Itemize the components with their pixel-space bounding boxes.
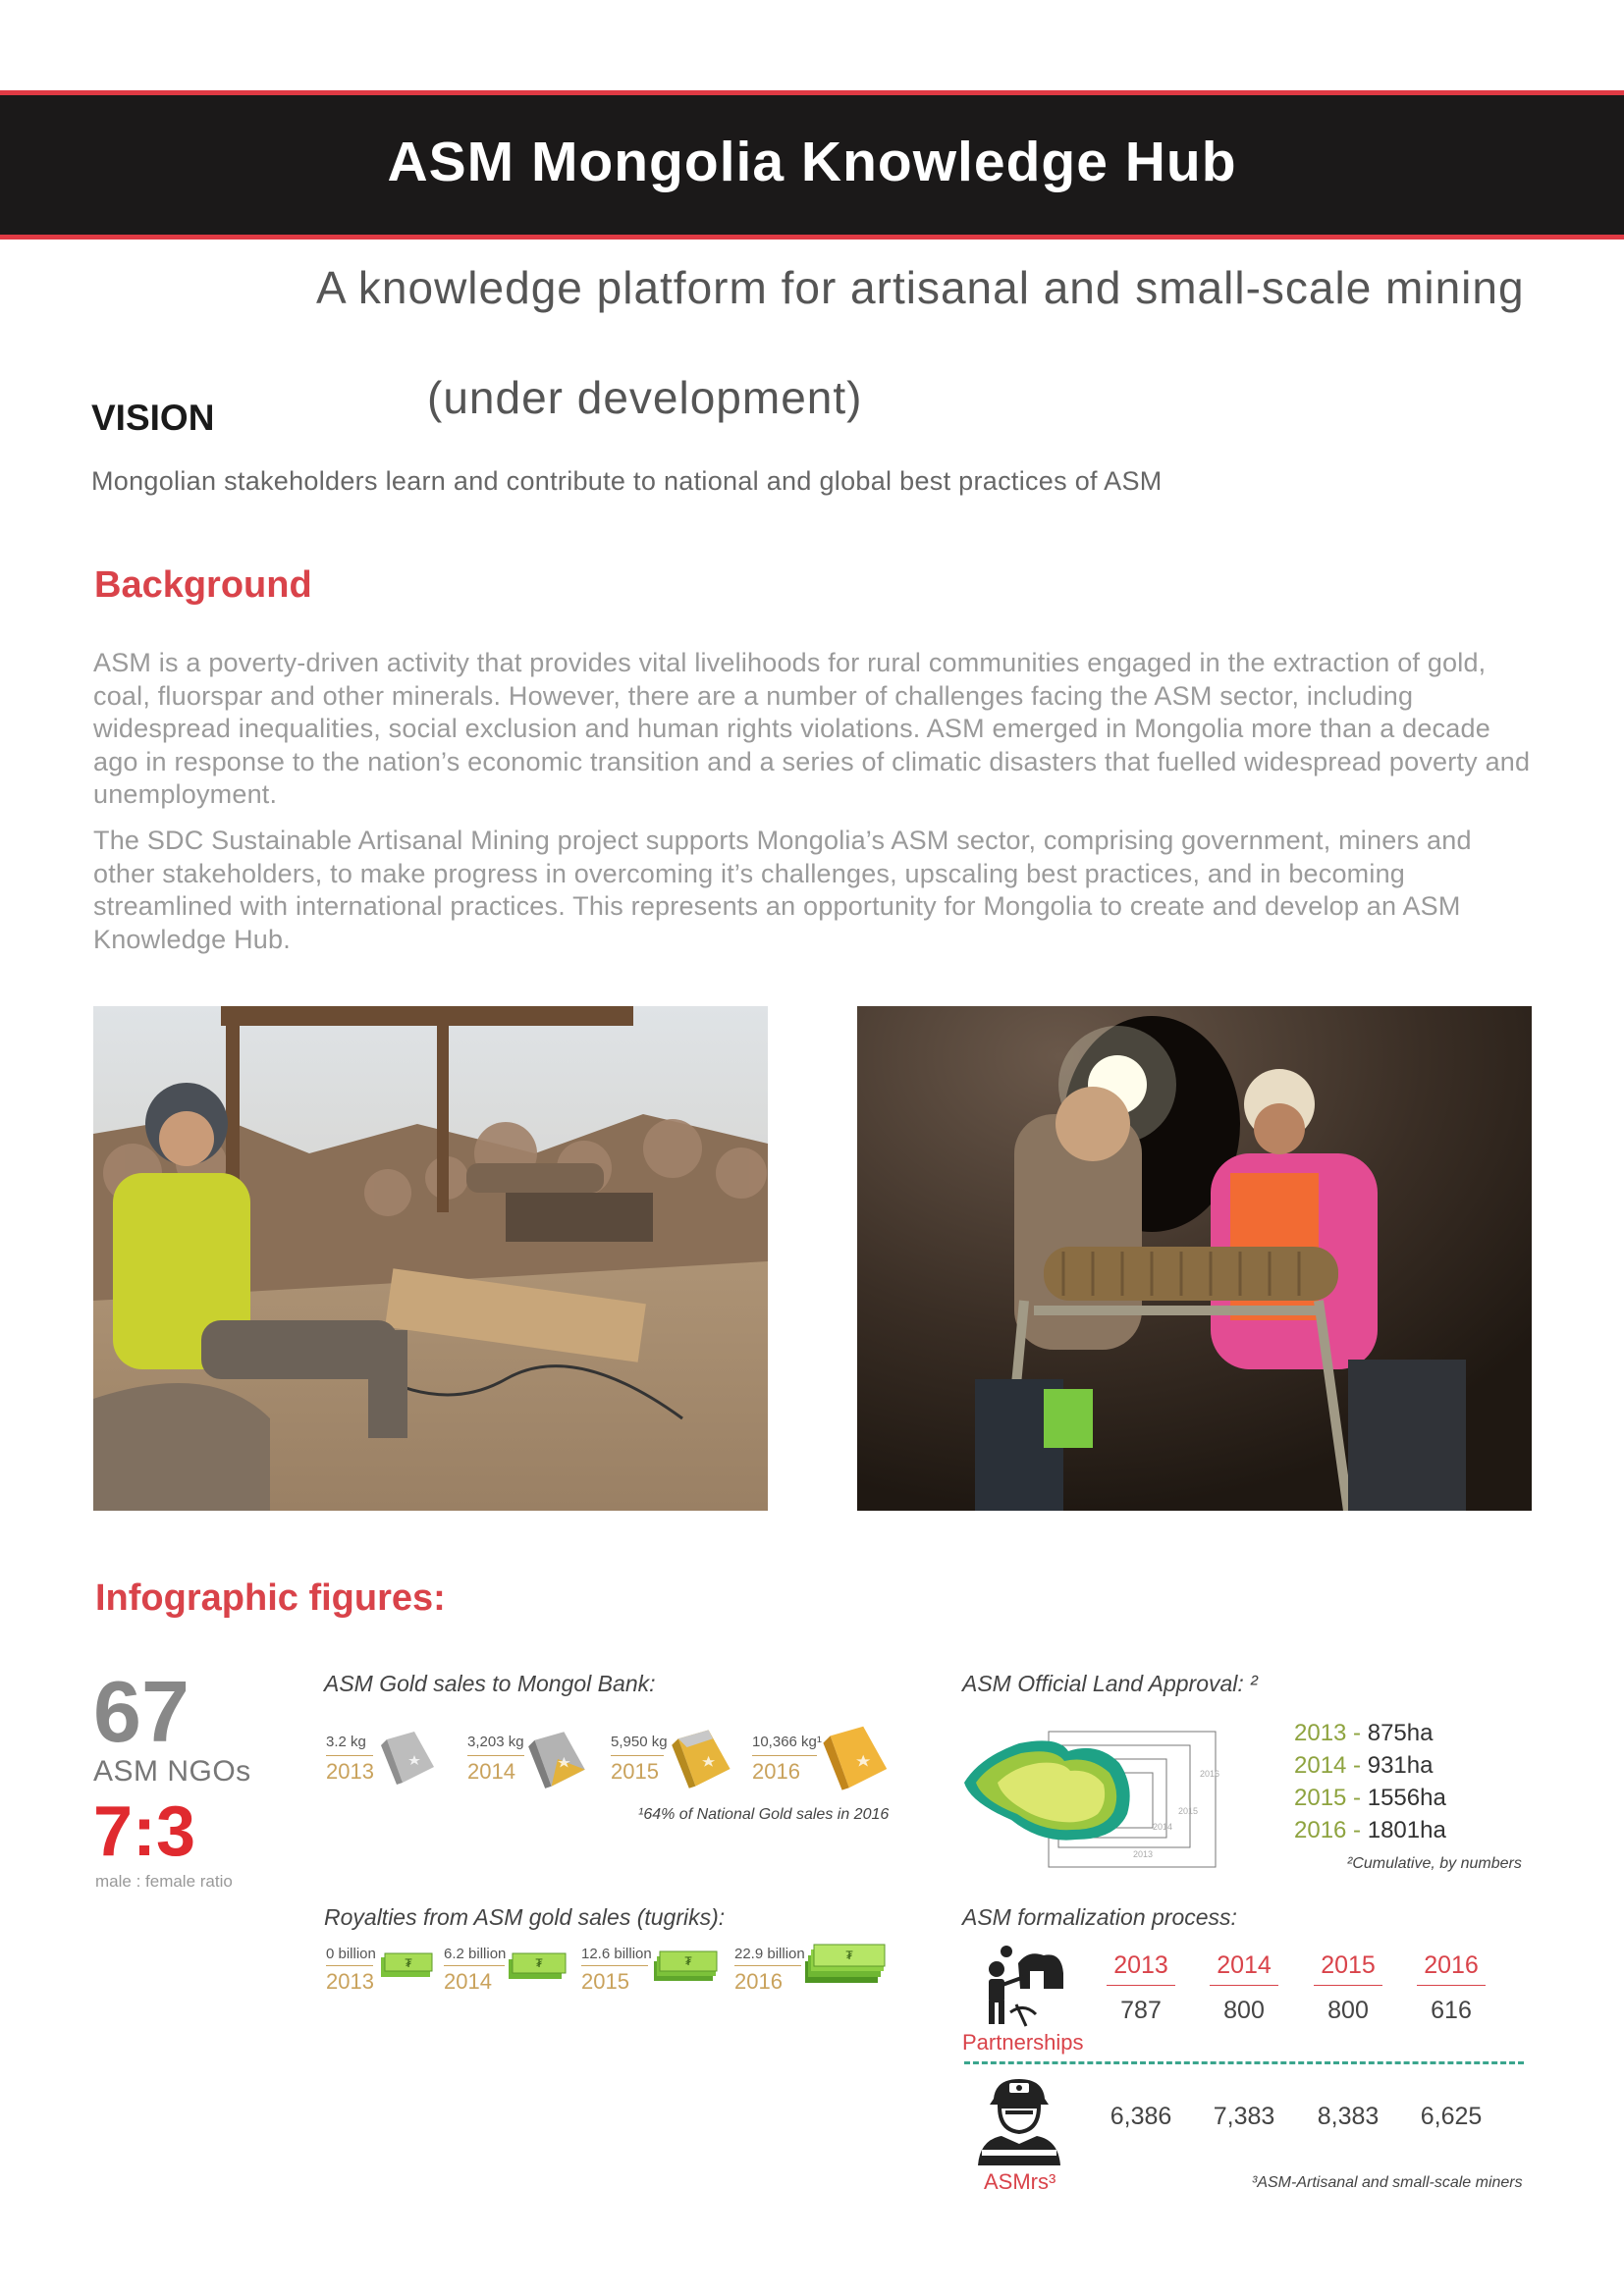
land-diagram-label: 2014 [1153, 1822, 1173, 1832]
ngo-label: ASM NGOs [93, 1755, 251, 1788]
asmrs-label: ASMrs³ [984, 2169, 1056, 2194]
land-row-2014 [1294, 1752, 1433, 1780]
gold-amount: 3,203 kg [467, 1734, 524, 1750]
year-underline [1314, 1985, 1382, 1986]
underline [326, 1965, 373, 1966]
land-value: 1556ha [1367, 1785, 1446, 1811]
royalties-title: Royalties from ASM gold sales (tugriks): [324, 1904, 726, 1930]
formalization-note: ³ASM-Artisanal and small-scale miners [1252, 2174, 1523, 2191]
land-approval-diagram [960, 1718, 1255, 1875]
year-underline [1107, 1985, 1175, 1986]
partnerships-label: Partnerships [962, 2030, 1084, 2055]
underline [611, 1755, 664, 1756]
background-paragraph-2: The SDC Sustainable Artisanal Mining project supports Mongolia’s ASM sector, comprising government, miners and other stakeholders, to make progress in overcoming it’s challenges, upscaling best practices, and in becoming streamlined with international practices. This represents an opportunity for Mongolia to create and develop an ASM Knowledge Hub. [93, 826, 1472, 954]
underline [467, 1755, 524, 1756]
land-year: 2013 - [1294, 1720, 1362, 1746]
gold-sales-row [324, 1728, 903, 1787]
photo-miners-in-tunnel [857, 1006, 1532, 1511]
underline [734, 1965, 801, 1966]
gold-amount: 3.2 kg [326, 1734, 366, 1750]
royalty-amount: 0 billion [326, 1946, 376, 1962]
gold-amount: 10,366 kg¹ [752, 1734, 822, 1750]
silver-bar-icon [379, 1728, 438, 1787]
royalty-year: 2013 [326, 1969, 374, 1994]
gold-sales-note: ¹64% of National Gold sales in 2016 [638, 1806, 890, 1823]
gold-year: 2013 [326, 1759, 374, 1784]
gold-year: 2016 [752, 1759, 800, 1784]
land-value: 931ha [1367, 1752, 1434, 1779]
land-row-2013 [1294, 1720, 1433, 1747]
underline [444, 1965, 505, 1966]
land-value: 875ha [1367, 1720, 1434, 1746]
land-value: 1801ha [1367, 1817, 1446, 1843]
formalization-year: 2015 [1321, 1951, 1376, 1979]
gold-bar-icon [670, 1726, 734, 1790]
gender-ratio-label: male : female ratio [95, 1872, 233, 1891]
gold-bar-icon [821, 1722, 892, 1792]
formalization-year: 2013 [1113, 1951, 1168, 1979]
asmrs-value: 8,383 [1317, 2103, 1380, 2130]
gold-sales-title: ASM Gold sales to Mongol Bank: [324, 1671, 656, 1696]
land-approval-title: ASM Official Land Approval: ² [962, 1671, 1258, 1696]
formalization-year: 2016 [1424, 1951, 1479, 1979]
miner-helmet-icon [970, 2075, 1068, 2165]
land-year: 2015 - [1294, 1785, 1362, 1811]
page-title: ASM Mongolia Knowledge Hub [387, 131, 1237, 193]
asmrs-value: 6,386 [1110, 2103, 1172, 2130]
land-year: 2016 - [1294, 1817, 1362, 1843]
royalty-year: 2015 [581, 1969, 629, 1994]
money-stack-icon [379, 1951, 434, 1981]
partnerships-value: 616 [1431, 1997, 1472, 2024]
infographic-heading: Infographic figures: [95, 1577, 446, 1619]
partnerships-value: 800 [1223, 1997, 1265, 2024]
gold-amount: 5,950 kg [611, 1734, 668, 1750]
svg-text:₮: ₮ [845, 1949, 853, 1962]
asmrs-value: 6,625 [1420, 2103, 1483, 2130]
partnerships-value: 787 [1120, 1997, 1162, 2024]
money-stack-icon [652, 1948, 721, 1985]
royalty-year: 2016 [734, 1969, 783, 1994]
formalization-title: ASM formalization process: [962, 1904, 1237, 1930]
photo-miner-at-shaft [93, 1006, 768, 1511]
partnerships-value: 800 [1327, 1997, 1369, 2024]
vision-text: Mongolian stakeholders learn and contribute to national and global best practices of ASM [91, 466, 1163, 496]
gold-year: 2015 [611, 1759, 659, 1784]
background-paragraph-1: ASM is a poverty-driven activity that provides vital livelihoods for rural communities engaged in the extraction of gold, coal, fluorspar and other minerals. However, there are a number of challenges facing the ASM sector, including widespread inequalities, social exclusion and human rights violations. ASM emerged in Mongolia more than a decade ago in response to the nation’s economic transition and a series of climatic disasters that fuelled widespread poverty and unemployment. [93, 648, 1531, 809]
royalty-amount: 6.2 billion [444, 1946, 507, 1962]
land-row-2016 [1294, 1817, 1446, 1844]
vision-heading: VISION [91, 398, 215, 438]
ngo-count: 67 [93, 1663, 189, 1760]
background-heading: Background [94, 564, 312, 606]
subtitle: A knowledge platform for artisanal and small-scale mining [316, 262, 1525, 313]
dashed-divider [964, 2061, 1524, 2064]
land-year: 2014 - [1294, 1752, 1362, 1779]
gold-year: 2014 [467, 1759, 515, 1784]
gender-ratio: 7:3 [93, 1792, 196, 1871]
money-stack-icon [803, 1942, 888, 1987]
land-diagram-label: 2016 [1200, 1769, 1220, 1779]
royalty-amount: 22.9 billion [734, 1946, 805, 1962]
underline [752, 1755, 817, 1756]
land-approval-note: ²Cumulative, by numbers [1347, 1855, 1522, 1872]
miner-with-pickaxe-icon [967, 1944, 1065, 2028]
svg-text:₮: ₮ [405, 1956, 412, 1970]
land-diagram-label: 2015 [1178, 1806, 1199, 1816]
asmrs-value: 7,383 [1213, 2103, 1275, 2130]
underline [581, 1965, 648, 1966]
royalty-year: 2014 [444, 1969, 492, 1994]
money-stack-icon [507, 1949, 568, 1983]
formalization-year: 2014 [1217, 1951, 1272, 1979]
royalties-row [324, 1944, 913, 2002]
silver-gold-bar-icon [526, 1728, 589, 1790]
land-row-2015 [1294, 1785, 1446, 1812]
underline [326, 1755, 373, 1756]
year-underline [1210, 1985, 1278, 1986]
royalty-amount: 12.6 billion [581, 1946, 652, 1962]
svg-text:₮: ₮ [684, 1954, 692, 1968]
land-diagram-label: 2013 [1133, 1849, 1154, 1859]
year-underline [1417, 1985, 1486, 1986]
svg-text:₮: ₮ [535, 1956, 543, 1970]
subtitle-note: (under development) [427, 372, 863, 423]
